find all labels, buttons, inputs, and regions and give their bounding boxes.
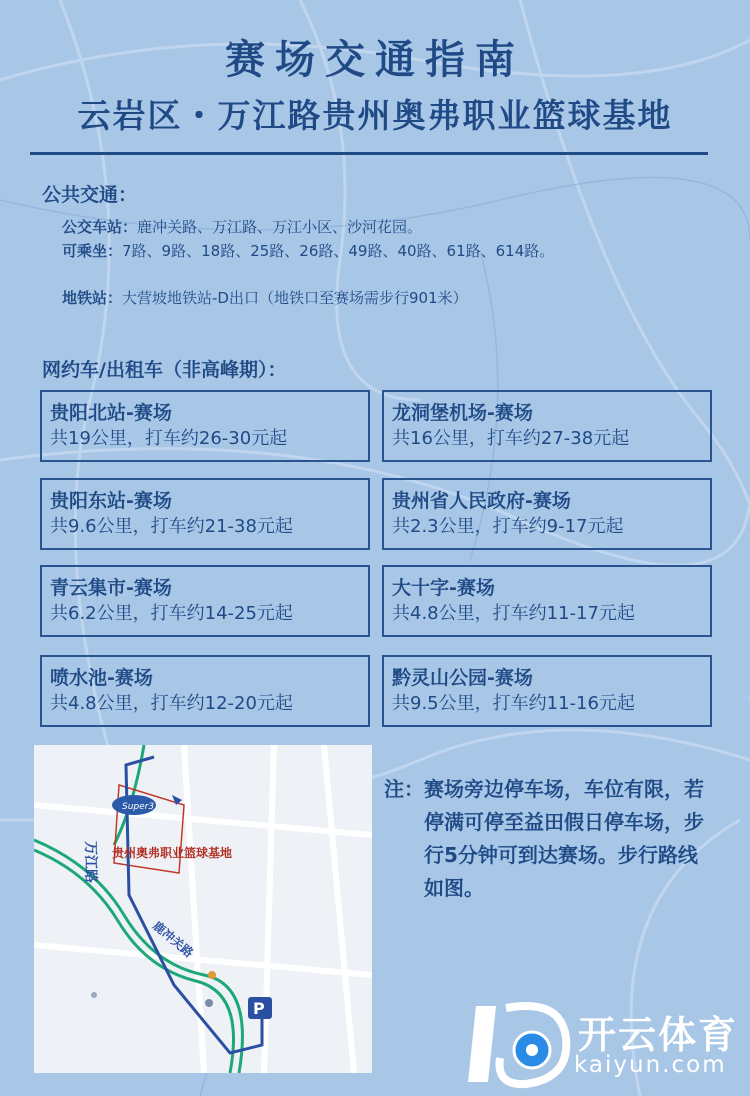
title-divider [30,152,708,155]
route-card [382,565,712,637]
route-detail: 共9.5公里，打车约11-16元起 [392,693,635,714]
route-card [382,390,712,462]
bus-lines-label: 可乘坐： [62,242,123,260]
logo-url-text: kaiyun.com [574,1052,727,1078]
route-name: 贵阳东站-赛场 [50,490,172,512]
route-name: 黔灵山公园-赛场 [392,667,533,689]
page-subtitle: 云岩区・万江路贵州奥弗职业篮球基地 [77,96,673,135]
route-name: 龙洞堡机场-赛场 [392,402,533,424]
route-card [40,565,370,637]
page-title: 赛场交通指南 [225,37,525,83]
route-detail: 共4.8公里，打车约11-17元起 [392,603,635,624]
note-label: 注： [384,777,424,801]
walking-route-map [34,745,372,1073]
route-card [40,390,370,462]
taxi-heading: 网约车/出租车（非高峰期）： [42,359,287,381]
bus-lines-value: 7路、9路、18路、25路、26路、49路、40路、61路、614路。 [122,242,555,260]
metro-label: 地铁站： [62,289,123,307]
metro-line [62,287,468,308]
note-text: 赛场旁边停车场，车位有限，若停满可停至益田假日停车场，步行5分钟可到达赛场。步行路线如图。 [424,777,704,900]
logo-brand-text: 开云体育 [578,1013,739,1057]
bus-lines-line [62,240,554,261]
metro-value: 大营坡地铁站-D出口（地铁口至赛场需步行901米） [122,289,468,307]
public-transit-heading: 公共交通： [42,184,138,206]
route-detail: 共6.2公里，打车约14-25元起 [50,603,293,624]
bus-stops-label: 公交车站： [62,218,138,236]
route-card [382,478,712,550]
route-card [382,655,712,727]
bus-stops-line [62,216,422,237]
brand-logo [466,998,746,1090]
route-name: 青云集市-赛场 [50,577,172,599]
route-detail: 共9.6公里，打车约21-38元起 [50,516,293,537]
route-card [40,655,370,727]
route-name: 贵州省人民政府-赛场 [392,490,571,512]
route-card [40,478,370,550]
road-label-luchong: 鹿冲关路 [150,918,196,961]
route-detail: 共2.3公里，打车约9-17元起 [392,516,624,537]
map-graphic [34,745,372,1073]
route-detail: 共19公里，打车约26-30元起 [50,428,288,449]
road-label-wanjiang: 万江路 [82,841,98,883]
kaiyun-logo-icon [466,998,576,1090]
bus-stops-value: 鹿冲关路、万江路、万江小区、沙河花园。 [137,218,423,236]
parking-note [384,773,714,905]
route-detail: 共16公里，打车约27-38元起 [392,428,630,449]
route-name: 贵阳北站-赛场 [50,402,172,424]
parking-letter: P [253,999,265,1018]
route-name: 大十字-赛场 [392,577,495,599]
route-name: 喷水池-赛场 [50,667,153,689]
venue-label: 贵州奥弗职业篮球基地 [112,846,233,860]
brand-badge: Super3 [122,802,155,812]
route-detail: 共4.8公里，打车约12-20元起 [50,693,293,714]
